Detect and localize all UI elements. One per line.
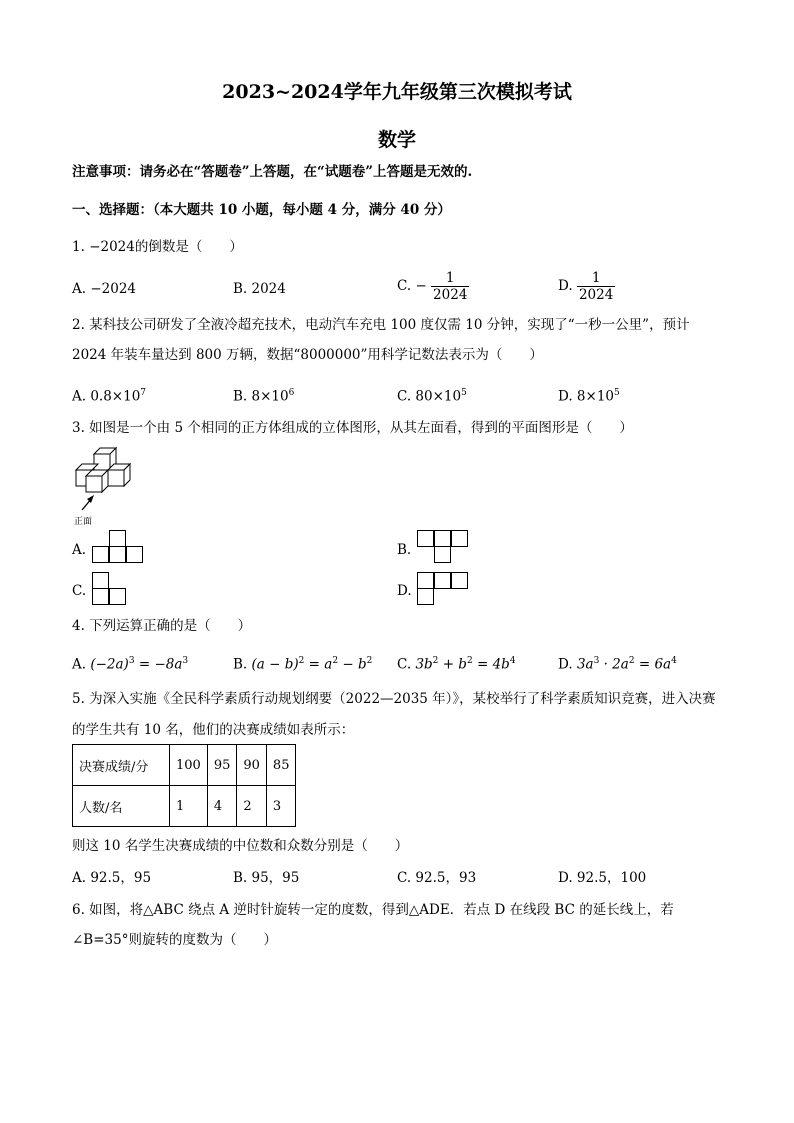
q3-option-d-figure bbox=[417, 572, 471, 606]
grid-cell bbox=[109, 588, 126, 605]
q1-d-numerator: 1 bbox=[577, 270, 615, 287]
grid-cell bbox=[92, 572, 109, 589]
q3-option-b-label: B. bbox=[397, 542, 412, 558]
q4-c-exp3: 4 bbox=[509, 656, 516, 666]
q3-option-d-label: D. bbox=[397, 583, 412, 599]
grid-cell bbox=[92, 546, 109, 563]
q2-a-text: A. 0.8×10 bbox=[72, 388, 141, 405]
q4-a-exp: 3 bbox=[128, 656, 135, 666]
q4-c-expr: 3b bbox=[415, 656, 433, 673]
q5-question: 则这 10 名学生决赛成绩的中位数和众数分别是（ ） bbox=[72, 838, 409, 854]
grid-cell bbox=[451, 572, 468, 589]
q2-option-b bbox=[233, 384, 294, 406]
table-row bbox=[73, 786, 296, 827]
q2-stem-line2: 2024 年装车量达到 800 万辆，数据“8000000”用科学记数法表示为（ ） bbox=[72, 347, 543, 363]
q4-option-d bbox=[558, 652, 677, 674]
grid-cell bbox=[451, 530, 468, 547]
table-cell: 85 bbox=[266, 745, 296, 786]
q4-b-rhs2: − b bbox=[338, 656, 367, 673]
q4-c-exp1: 2 bbox=[432, 656, 439, 666]
q4-b-rhs-exp2: 2 bbox=[366, 656, 373, 666]
q3-front-label: 正面 bbox=[74, 517, 93, 527]
q1-option-d-fraction bbox=[577, 270, 615, 303]
grid-cell bbox=[434, 572, 451, 589]
q1-expression: −2024 bbox=[89, 239, 135, 255]
table-cell: 4 bbox=[207, 786, 237, 827]
q4-d-exp3: 4 bbox=[671, 656, 677, 666]
q4-a-rhs: = −8a bbox=[134, 656, 183, 673]
table-cell: 3 bbox=[266, 786, 296, 827]
q1-option-d bbox=[558, 270, 615, 303]
table-cell: 1 bbox=[170, 786, 208, 827]
q4-a-rhs-exp: 3 bbox=[182, 656, 189, 666]
table-cell: 95 bbox=[207, 745, 237, 786]
q5-option-b: B. 95，95 bbox=[233, 870, 300, 886]
grid-cell bbox=[417, 588, 434, 605]
q1-option-d-label: D. bbox=[558, 278, 573, 294]
notice: 注意事项：请务必在“答题卷”上答题，在“试题卷”上答题是无效的. bbox=[72, 164, 473, 180]
q4-d-exp1: 3 bbox=[593, 656, 600, 666]
q2-c-text: C. 80×10 bbox=[397, 388, 462, 405]
q4-c-mid: + b bbox=[438, 656, 467, 673]
q4-c-rhs: = 4b bbox=[472, 656, 510, 673]
q2-d-text: D. 8×10 bbox=[558, 388, 615, 405]
q6-stem-line1: 6. 如图，将△ABC 绕点 A 逆时针旋转一定的度数，得到△ADE．若点 D 在线段 BC 的延长线上，若 bbox=[72, 902, 674, 918]
q1-stem-text: 的倒数是（ ） bbox=[134, 239, 243, 255]
grid-cell bbox=[434, 546, 451, 563]
q5-stem-line1: 5. 为深入实施《全民科学素质行动规划纲要（2022—2035 年）》，某校举行了科学素质知识竞赛，进入决赛 bbox=[72, 691, 716, 707]
table-cell: 100 bbox=[170, 745, 208, 786]
q4-a-label: A. bbox=[72, 656, 87, 673]
q4-d-rhs: = 6a bbox=[634, 656, 672, 673]
q2-d-exponent: 5 bbox=[614, 388, 620, 398]
q5-stem-line2: 的学生共有 10 名，他们的决赛成绩如表所示： bbox=[72, 722, 355, 738]
q2-stem-line1: 2. 某科技公司研发了全液冷超充技术，电动汽车充电 100 度仅需 10 分钟，实现了“一秒一公里”，预计 bbox=[72, 317, 690, 333]
q2-b-text: B. 8×10 bbox=[233, 388, 289, 405]
q1-c-denominator: 2024 bbox=[433, 287, 468, 303]
q4-d-mid: · 2a bbox=[599, 656, 629, 673]
table-row bbox=[73, 745, 296, 786]
q2-c-exponent: 5 bbox=[461, 388, 467, 398]
q6-stem-line2: ∠B=35°则旋转的度数为（ ） bbox=[72, 932, 277, 948]
table-cell: 2 bbox=[237, 786, 267, 827]
grid-cell bbox=[417, 530, 434, 547]
q3-option-b-figure bbox=[417, 530, 471, 564]
q1-stem bbox=[72, 238, 243, 256]
q5-option-a: A. 92.5，95 bbox=[72, 870, 152, 886]
q5-option-c: C. 92.5，93 bbox=[397, 870, 477, 886]
q4-d-expr: 3a bbox=[576, 656, 594, 673]
exam-title: 2023~2024学年九年级第三次模拟考试 bbox=[222, 81, 572, 103]
q2-option-c bbox=[397, 384, 467, 406]
q1-option-b: B. 2024 bbox=[233, 281, 286, 297]
q1-d-denominator: 2024 bbox=[578, 287, 614, 303]
grid-cell bbox=[109, 546, 126, 563]
q3-option-c-label: C. bbox=[72, 583, 87, 599]
table-cell: 90 bbox=[237, 745, 267, 786]
q3-option-a-figure bbox=[92, 530, 146, 564]
grid-cell bbox=[126, 546, 143, 563]
subject-title: 数学 bbox=[377, 129, 416, 151]
q4-c-label: C. bbox=[397, 656, 412, 673]
grid-cell bbox=[434, 530, 451, 547]
q1-option-a: A. −2024 bbox=[72, 281, 136, 297]
q1-c-numerator: 1 bbox=[431, 270, 469, 287]
q4-option-a bbox=[72, 652, 188, 674]
q1-option-c-label: C. bbox=[397, 278, 412, 294]
grid-cell bbox=[417, 572, 434, 589]
table-cell: 决赛成绩/分 bbox=[73, 745, 170, 786]
q4-b-expr: (a − b) bbox=[251, 656, 299, 673]
q3-stem: 3. 如图是一个由 5 个相同的正方体组成的立体图形，从其左面看，得到的平面图形是（ ） bbox=[72, 420, 633, 436]
q4-b-rhs: = a bbox=[304, 656, 333, 673]
q3-option-a-label: A. bbox=[72, 542, 87, 558]
q4-d-label: D. bbox=[558, 656, 573, 673]
q3-cube-figure bbox=[70, 442, 142, 528]
q4-b-rhs-exp1: 2 bbox=[332, 656, 339, 666]
table-cell: 人数/名 bbox=[73, 786, 170, 827]
q1-option-c-fraction bbox=[431, 270, 469, 303]
q4-stem: 4. 下列运算正确的是（ ） bbox=[72, 618, 252, 634]
q4-b-label: B. bbox=[233, 656, 248, 673]
q1-option-c bbox=[397, 270, 469, 303]
q4-d-exp2: 2 bbox=[628, 656, 635, 666]
q4-b-exp: 2 bbox=[298, 656, 305, 666]
q4-option-b bbox=[233, 652, 372, 674]
q5-option-d: D. 92.5，100 bbox=[558, 870, 647, 886]
q2-b-exponent: 6 bbox=[288, 388, 295, 398]
q1-option-c-sign: − bbox=[415, 278, 427, 294]
grid-cell bbox=[92, 588, 109, 605]
grid-cell bbox=[109, 530, 126, 547]
q4-option-c bbox=[397, 652, 516, 674]
section-heading: 一、选择题：（本大题共 10 小题，每小题 4 分，满分 40 分） bbox=[72, 202, 451, 218]
q2-a-exponent: 7 bbox=[140, 388, 147, 398]
q5-score-table bbox=[72, 744, 296, 827]
q3-option-c-figure bbox=[92, 572, 129, 606]
q1-number: 1. bbox=[72, 239, 85, 255]
q2-option-d bbox=[558, 384, 620, 406]
q2-option-a bbox=[72, 384, 146, 406]
q4-c-exp2: 2 bbox=[466, 656, 473, 666]
q4-a-expr: (−2a) bbox=[90, 656, 129, 673]
